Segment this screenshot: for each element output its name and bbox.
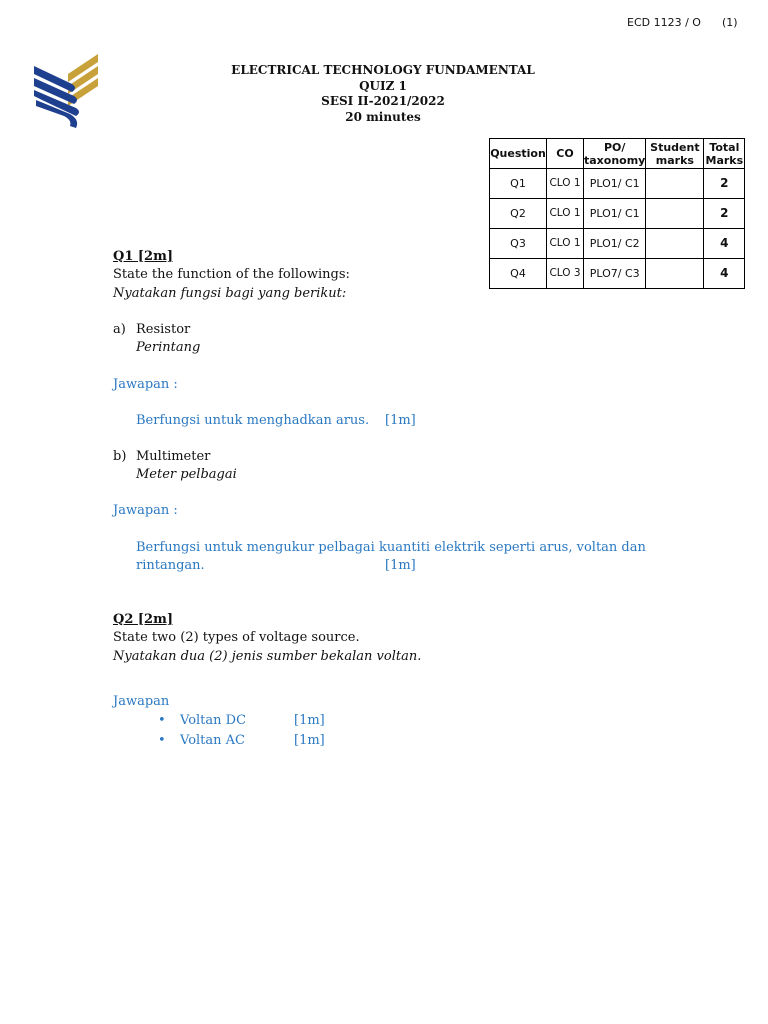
q1a-label: a)	[113, 322, 126, 337]
cell-total-marks: 4	[704, 259, 745, 289]
cell-total-marks: 4	[704, 229, 745, 259]
column-header-total-marks: Total Marks	[705, 140, 744, 167]
duration-title: 20 minutes	[345, 109, 421, 124]
marks-table	[489, 138, 745, 289]
q1-instruction: State the function of the followings:	[113, 267, 350, 282]
q1-title: Q1 [2m]	[113, 249, 173, 264]
q1a-answer: Berfungsi untuk menghadkan arus.	[136, 413, 370, 428]
q2-answer-1-mark: [1m]	[294, 713, 325, 728]
quiz-title: QUIZ 1	[359, 78, 407, 93]
bullet-icon: •	[158, 733, 166, 748]
q1a-mark: [1m]	[385, 413, 416, 428]
q1b-answer-line2: rintangan.	[136, 558, 205, 573]
cell-student-marks	[646, 169, 704, 199]
table-row	[490, 169, 745, 199]
q1b-label: b)	[113, 449, 127, 464]
q1b-answer-label: Jawapan :	[113, 503, 178, 518]
q1a-item-ms: Perintang	[136, 340, 201, 355]
list-item	[158, 732, 245, 750]
cell-question: Q3	[490, 229, 547, 259]
q2-instruction-ms: Nyatakan dua (2) jenis sumber bekalan voltan.	[113, 649, 422, 664]
table-row	[490, 259, 745, 289]
session-title: SESI II-2021/2022	[321, 94, 445, 108]
q2-title: Q2 [2m]	[113, 612, 173, 627]
table-row	[490, 199, 745, 229]
cell-total-marks: 2	[704, 199, 745, 229]
q2-answer-1: Voltan DC	[180, 713, 247, 728]
q1b-answer-line1: Berfungsi untuk mengukur pelbagai kuantiti elektrik seperti arus, voltan dan	[136, 540, 646, 555]
cell-question: Q4	[490, 259, 547, 289]
cell-po: PLO7/ C3	[584, 259, 646, 289]
course-code: ECD 1123 / O	[627, 16, 701, 29]
quiz-header	[230, 63, 536, 125]
q1a-answer-label: Jawapan :	[113, 377, 178, 392]
q1b-mark: [1m]	[385, 558, 416, 573]
q2-answer-2: Voltan AC	[180, 733, 245, 748]
q1a-item: Resistor	[136, 322, 191, 337]
q2-answer-2-mark: [1m]	[294, 733, 325, 748]
cell-co: CLO 1	[547, 199, 584, 229]
q1b-item: Multimeter	[136, 449, 211, 464]
university-logo-icon	[32, 52, 102, 130]
cell-co: CLO 1	[547, 169, 584, 199]
cell-question: Q1	[490, 169, 547, 199]
cell-po: PLO1/ C1	[584, 169, 646, 199]
cell-po: PLO1/ C2	[584, 229, 646, 259]
column-header-question: Question	[490, 139, 547, 169]
cell-total-marks: 2	[704, 169, 745, 199]
page-number: (1)	[722, 16, 738, 29]
bullet-icon: •	[158, 713, 166, 728]
cell-po: PLO1/ C1	[584, 199, 646, 229]
column-header-co: CO	[547, 139, 584, 169]
cell-student-marks	[646, 259, 704, 289]
subject-title: ELECTRICAL TECHNOLOGY FUNDAMENTAL	[231, 63, 535, 77]
column-header-po: PO/ taxonomy	[584, 140, 646, 167]
cell-co: CLO 1	[547, 229, 584, 259]
cell-question: Q2	[490, 199, 547, 229]
q2-answer-label: Jawapan	[113, 694, 170, 709]
cell-student-marks	[646, 199, 704, 229]
list-item	[158, 712, 246, 730]
table-header-row	[490, 139, 745, 169]
cell-co: CLO 3	[547, 259, 584, 289]
table-row	[490, 229, 745, 259]
q1b-item-ms: Meter pelbagai	[136, 467, 237, 482]
cell-student-marks	[646, 229, 704, 259]
q1-instruction-ms: Nyatakan fungsi bagi yang berikut:	[113, 286, 347, 301]
q2-instruction: State two (2) types of voltage source.	[113, 630, 360, 645]
column-header-student-marks: Student marks	[646, 139, 704, 169]
